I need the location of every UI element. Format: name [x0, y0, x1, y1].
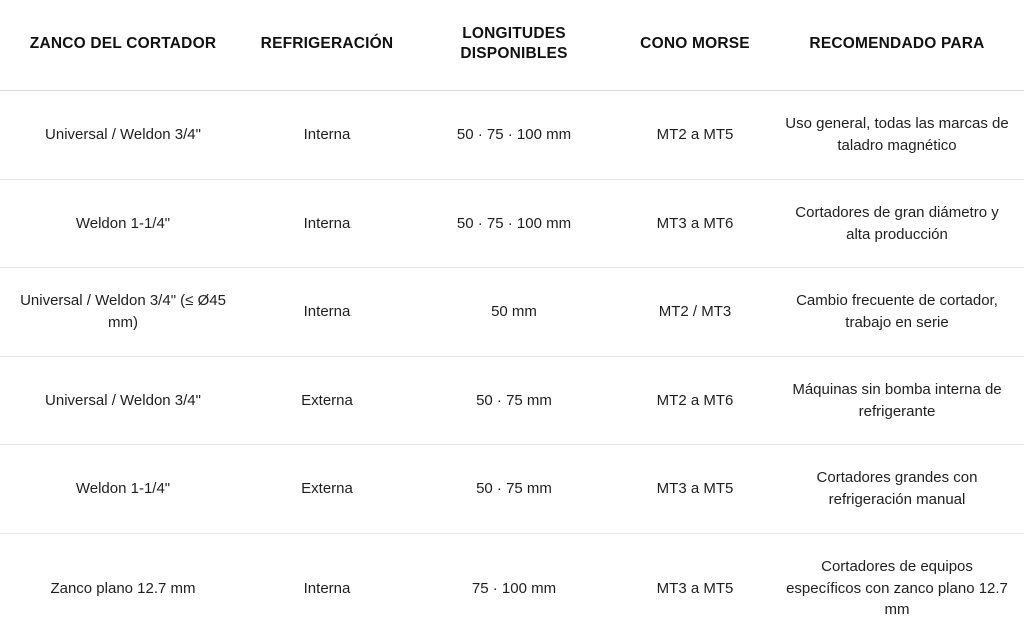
table-row — [0, 445, 1024, 534]
cell-recommended-for: Cortadores grandes con refrigeración manual — [770, 445, 1024, 534]
cell-recommended-for: Cortadores de equipos específicos con zanco plano 12.7 mm — [786, 557, 1008, 619]
cell-lengths: 50 · 75 mm — [408, 445, 620, 534]
cell-morse-taper: MT2 a MT6 — [620, 356, 770, 445]
cell-morse-taper: MT3 a MT5 — [656, 579, 734, 597]
table-row — [0, 91, 1024, 180]
cell-shank: Universal / Weldon 3/4" — [0, 91, 246, 180]
cell-shank: Zanco plano 12.7 mm — [50, 579, 196, 597]
cell-cooling: Interna — [246, 179, 408, 268]
cell-lengths: 50 · 75 · 100 mm — [408, 179, 620, 268]
table-header — [0, 0, 1024, 91]
column-header-morse-taper: CONO MORSE — [620, 0, 770, 91]
column-header-cooling: REFRIGERACIÓN — [246, 0, 408, 91]
cell-recommended-for: Uso general, todas las marcas de taladro magnético — [770, 91, 1024, 180]
cell-cooling: Externa — [246, 356, 408, 445]
cell-morse-taper: MT2 / MT3 — [620, 268, 770, 357]
cell-shank: Weldon 1-1/4" — [0, 445, 246, 534]
cell-morse-taper: MT2 a MT5 — [620, 91, 770, 180]
column-header-lengths: LONGITUDES DISPONIBLES — [408, 0, 620, 91]
cell-lengths: 50 · 75 mm — [408, 356, 620, 445]
cell-shank: Weldon 1-1/4" — [0, 179, 246, 268]
table-row — [0, 179, 1024, 268]
table-body — [0, 91, 1024, 643]
table-header-row — [0, 0, 1024, 91]
cell-morse-taper: MT3 a MT5 — [620, 445, 770, 534]
column-header-recommended-for: RECOMENDADO PARA — [770, 0, 1024, 91]
cell-lengths: 50 mm — [408, 268, 620, 357]
cell-recommended-for: Máquinas sin bomba interna de refrigerante — [770, 356, 1024, 445]
cell-recommended-for: Cortadores de gran diámetro y alta producción — [770, 179, 1024, 268]
table-row — [0, 533, 1024, 643]
cell-cooling: Interna — [246, 91, 408, 180]
cell-morse-taper: MT3 a MT6 — [620, 179, 770, 268]
cell-cooling: Interna — [303, 579, 351, 597]
cell-lengths: 50 · 75 · 100 mm — [408, 91, 620, 180]
table-row — [0, 356, 1024, 445]
cell-shank: Universal / Weldon 3/4" (≤ Ø45 mm) — [0, 268, 246, 357]
column-header-shank: ZANCO DEL CORTADOR — [0, 0, 246, 91]
cell-lengths: 75 · 100 mm — [471, 579, 557, 597]
cell-recommended-for: Cambio frecuente de cortador, trabajo en serie — [770, 268, 1024, 357]
cell-cooling: Externa — [246, 445, 408, 534]
cell-shank: Universal / Weldon 3/4" — [0, 356, 246, 445]
cell-cooling: Interna — [246, 268, 408, 357]
table-row — [0, 268, 1024, 357]
